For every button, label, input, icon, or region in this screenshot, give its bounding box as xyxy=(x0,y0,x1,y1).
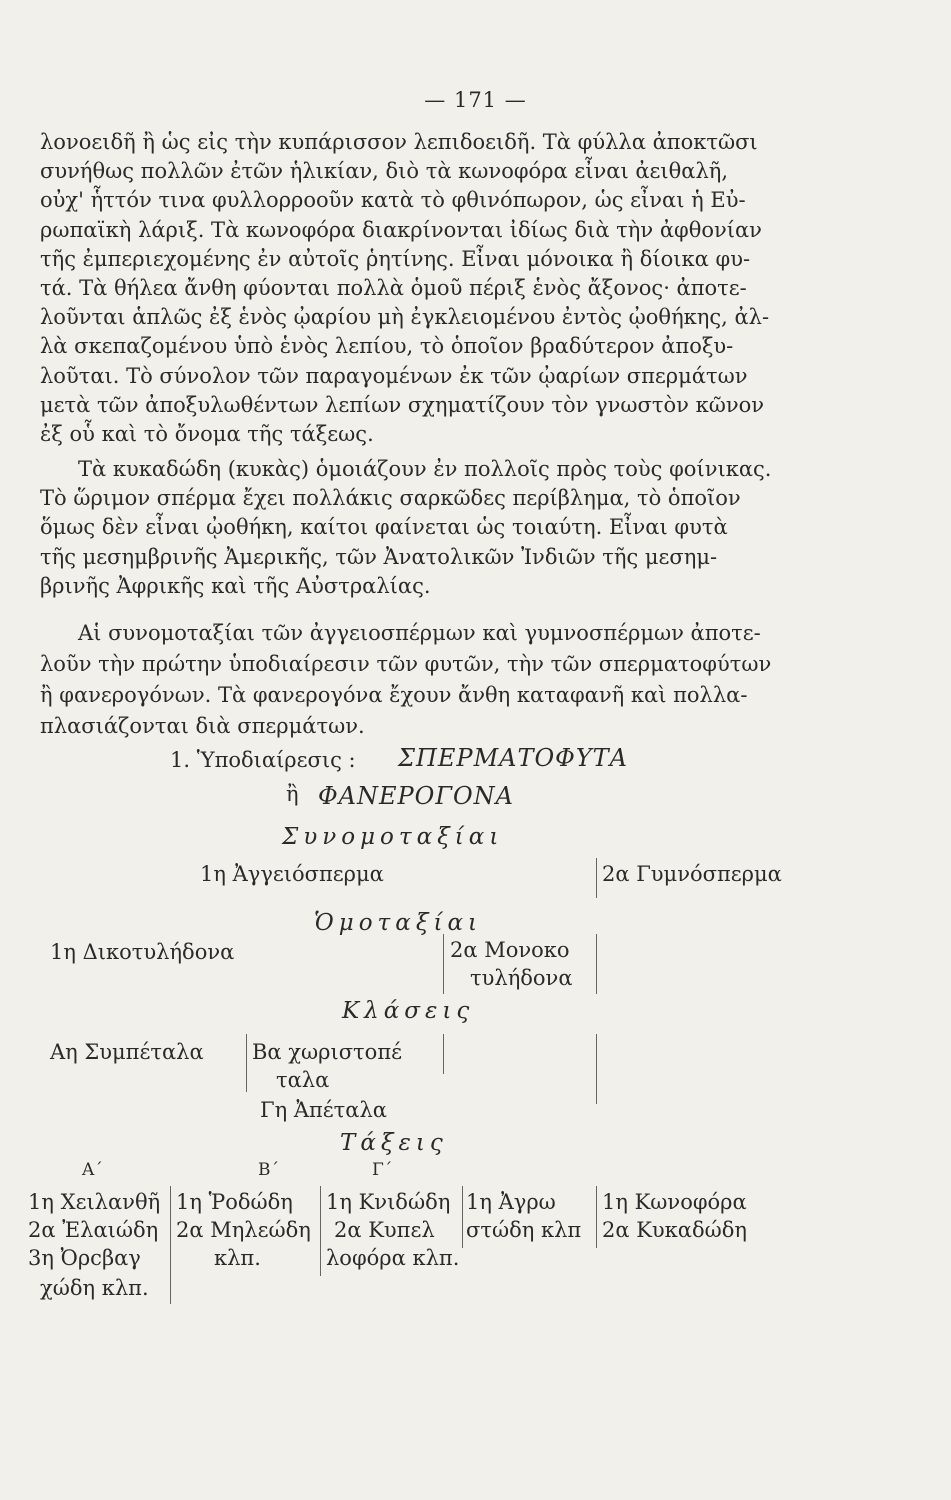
heading-klaseis: Κλάσεις xyxy=(342,998,475,1024)
divider xyxy=(596,858,597,898)
divider xyxy=(596,1034,597,1104)
taxis-b2: 2α Μηλεώδη xyxy=(176,1218,311,1242)
taxis-c1: 1η Κνιδώδη xyxy=(326,1190,451,1214)
text-line: βρινῆς Ἀφρικῆς καὶ τῆς Αὐστραλίας. xyxy=(40,573,431,598)
text-line: πλασιάζονται διὰ σπερμάτων. xyxy=(40,714,365,738)
taxis-a1: 1η Χειλανθῆ xyxy=(28,1190,161,1214)
divider xyxy=(443,1034,444,1074)
omotaxia-2-line2: τυλήδονα xyxy=(470,966,573,990)
column-label-b: Β΄ xyxy=(258,1160,279,1180)
text-line: Αἱ συνομοταξίαι τῶν ἀγγειοσπέρμων καὶ γυμνοσπέρμων ἀποτε- xyxy=(78,621,761,645)
alt-name: ΦΑΝΕΡΟΓΟΝΑ xyxy=(318,782,515,810)
divider xyxy=(596,1186,597,1248)
paragraph-cycads xyxy=(40,455,900,601)
taxis-a2: 2α Ἐλαιώδη xyxy=(28,1218,159,1242)
heading-omotaxiai: Ὁμοταξίαι xyxy=(314,910,483,936)
text-line: συνήθως πολλῶν ἐτῶν ἡλικίαν, διὸ τὰ κωνοφόρα εἶναι ἀειθαλῆ, xyxy=(40,159,729,184)
taxis-b3: κλπ. xyxy=(214,1246,261,1270)
heading-taxeis: Τάξεις xyxy=(340,1130,448,1156)
synomotaxia-1: 1η Ἀγγειόσπερμα xyxy=(200,862,384,886)
taxis-d2: στώδη κλπ xyxy=(466,1218,582,1242)
text-line: ὅμως δὲν εἶναι ᾠοθήκη, καίτοι φαίνεται ὡς τοιαύτη. Εἶναι φυτὰ xyxy=(40,515,728,540)
or-word: ἢ xyxy=(286,782,299,806)
klasis-b-line1: Βα χωριστοπέ xyxy=(252,1040,402,1064)
paragraph-phanerogams xyxy=(40,618,900,742)
divider xyxy=(462,1186,463,1248)
text-line: οὐχ' ἧττόν τινα φυλλορροοῦν κατὰ τὸ φθινόπωρον, ὡς εἶναι ἡ Εὐ- xyxy=(40,188,746,213)
text-line: λοῦται. Τὸ σύνολον τῶν παραγομένων ἐκ τῶν ᾠαρίων σπερμάτων xyxy=(40,363,748,388)
column-label-c: Γ΄ xyxy=(372,1160,393,1180)
text-line: Τὰ κυκαδώδη (κυκὰς) ὁμοιάζουν ἐν πολλοῖς πρὸς τοὺς φοίνικας. xyxy=(78,457,772,481)
column-label-a: Α΄ xyxy=(82,1160,103,1180)
taxis-e2: 2α Κυκαδώδη xyxy=(602,1218,747,1242)
taxis-e1: 1η Κωνοφόρα xyxy=(602,1190,747,1214)
page-number: — 171 — xyxy=(424,88,527,112)
text-line: τά. Τὰ θήλεα ἄνθη φύονται πολλὰ ὁμοῦ πέριξ ἑνὸς ἄξονος· ἀποτε- xyxy=(40,276,747,301)
divider xyxy=(170,1186,171,1304)
text-line: τῆς μεσημβρινῆς Ἀμερικῆς, τῶν Ἀνατολικῶν Ἰνδιῶν τῆς μεσημ- xyxy=(40,544,718,569)
taxis-a3: 3η Ὀρcβαγ xyxy=(28,1246,141,1270)
klasis-b-line2: ταλα xyxy=(276,1068,330,1092)
heading-synomotaxiai: Συνομοταξίαι xyxy=(282,824,504,850)
taxis-c2: 2α Κυπελ xyxy=(334,1218,435,1242)
omotaxia-2-line1: 2α Μονοκο xyxy=(450,938,570,962)
synomotaxia-2: 2α Γυμνόσπερμα xyxy=(602,862,782,886)
paragraph-conifers xyxy=(40,128,900,449)
text-line: λοῦνται ἁπλῶς ἐξ ἑνὸς ᾠαρίου μὴ ἐγκλειομένου ἐντὸς ᾠοθήκης, ἀλ- xyxy=(40,305,770,330)
taxis-a4: χώδη κλπ. xyxy=(40,1276,149,1300)
text-line: λοῦν τὴν πρώτην ὑποδιαίρεσιν τῶν φυτῶν, τὴν τῶν σπερματοφύτων xyxy=(40,652,772,676)
subdivision-name: ΣΠΕΡΜΑΤΟΦΥΤΑ xyxy=(398,744,629,772)
divider xyxy=(596,934,597,994)
taxis-b1: 1η Ῥοδώδη xyxy=(176,1190,293,1214)
divider xyxy=(443,934,444,994)
text-line: τῆς ἐμπεριεχομένης ἐν αὐτοῖς ῥητίνης. Εἶναι μόνοικα ἢ δίοικα φυ- xyxy=(40,246,751,271)
text-line: μετὰ τῶν ἀποξυλωθέντων λεπίων σχηματίζουν τὸν γνωστὸν κῶνον xyxy=(40,392,764,417)
divider xyxy=(320,1186,321,1276)
text-line: Τὸ ὥριμον σπέρμα ἔχει πολλάκις σαρκῶδες περίβλημα, τὸ ὁποῖον xyxy=(40,486,741,511)
text-line: λονοειδῆ ἢ ὡς εἰς τὴν κυπάρισσον λεπιδοειδῆ. Τὰ φύλλα ἀποκτῶσι xyxy=(40,130,758,154)
klasis-a: Αη Συμπέταλα xyxy=(50,1040,204,1064)
divider xyxy=(246,1034,247,1092)
text-line: ἢ φανερογόνων. Τὰ φανερογόνα ἔχουν ἄνθη καταφανῆ καὶ πολλα- xyxy=(40,683,748,707)
text-line: ἐξ οὗ καὶ τὸ ὄνομα τῆς τάξεως. xyxy=(40,422,374,447)
subdivision-label: 1. Ὑποδιαίρεσις : xyxy=(170,748,356,772)
taxis-c3: λοφόρα κλπ. xyxy=(326,1246,460,1270)
text-line: λὰ σκεπαζομένου ὑπὸ ἑνὸς λεπίου, τὸ ὁποῖον βραδύτερον ἀποξυ- xyxy=(40,334,734,359)
taxis-d1: 1η Ἀγρω xyxy=(466,1190,556,1214)
omotaxia-1: 1η Δικοτυλήδονα xyxy=(50,940,235,964)
text-line: ρωπαϊκὴ λάριξ. Τὰ κωνοφόρα διακρίνονται ἰδίως διὰ τὴν ἀφθονίαν xyxy=(40,217,762,242)
klasis-c: Γη Ἀπέταλα xyxy=(260,1098,387,1122)
